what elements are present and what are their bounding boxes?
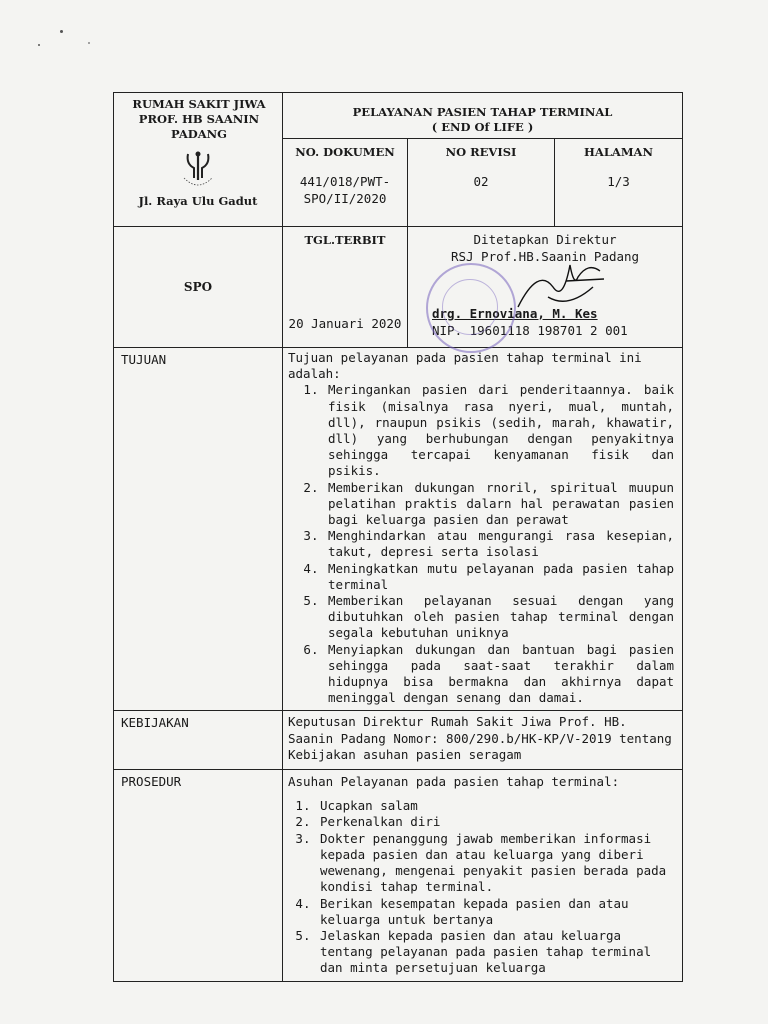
spo-document-table: [113, 92, 683, 982]
list-item: 6. Menyiapkan dukungan dan bantuan bagi pasien sehingga pada saat-saat terakhir dalam hidupnya bisa bermakna dan akhirnya dapat meninggal dengan senang dan damai.: [326, 642, 674, 707]
approval-text: Ditetapkan Direktur RSJ Prof.HB.Saanin Padang: [450, 232, 640, 264]
kebijakan-label: KEBIJAKAN: [121, 715, 189, 731]
no-dokumen-label: NO. DOKUMEN: [295, 145, 395, 159]
document-title-cell: [283, 93, 683, 139]
tgl-terbit-cell: [283, 227, 408, 348]
list-item: 1. Ucapkan salam: [318, 798, 674, 814]
hospital-name: RUMAH SAKIT JIWA PROF. HB SAANIN PADANG: [132, 97, 266, 141]
tgl-terbit-value: 20 Januari 2020: [288, 316, 402, 331]
official-stamp: [426, 263, 516, 353]
director-name: drg. Ernoviana, M. Kes: [432, 306, 598, 321]
list-item: 4. Berikan kesempatan kepada pasien dan atau keluarga untuk bertanya: [318, 896, 674, 928]
tujuan-list: [288, 382, 674, 706]
document-title: PELAYANAN PASIEN TAHAP TERMINAL ( END Of LIFE ): [352, 105, 613, 134]
list-item: 4. Meningkatkan mutu pelayanan pada pasien tahap terminal: [326, 561, 674, 593]
hospital-logo: [114, 148, 282, 190]
no-dokumen-value: 441/018/PWT- SPO/II/2020: [299, 174, 391, 206]
kebijakan-text: Keputusan Direktur Rumah Sakit Jiwa Prof. HB. Saanin Padang Nomor: 800/290.b/HK-KP/V-2019 tentang Kebijakan asuhan pasien seragam: [288, 714, 672, 762]
no-revisi-cell: [408, 139, 555, 227]
no-dokumen-cell: [283, 139, 408, 227]
kebijakan-label-cell: [114, 711, 283, 770]
tujuan-content-cell: [283, 348, 683, 711]
list-item: 2. Perkenalkan diri: [318, 814, 674, 830]
list-item: 2. Memberikan dukungan rnoril, spiritual muupun pelatihan praktis dalarn hal perawatan pasien bagi keluarga pasien dan perawat: [326, 480, 674, 529]
halaman-label: HALAMAN: [584, 145, 653, 159]
tujuan-intro: Tujuan pelayanan pada pasien tahap terminal ini adalah:: [288, 350, 642, 382]
list-item: 5. Memberikan pelayanan sesuai dengan yang dibutuhkan oleh pasien tahap terminal dengan segala kebutuhan uniknya: [326, 593, 674, 642]
tujuan-content: [283, 348, 682, 710]
kebijakan-content-cell: [283, 711, 683, 770]
director-nip: NIP. 19601118 198701 2 001: [432, 323, 628, 338]
prosedur-label: PROSEDUR: [121, 774, 182, 790]
list-item: 3. Menghindarkan atau mengurangi rasa kesepian, takut, depresi serta isolasi: [326, 528, 674, 560]
list-item: 3. Dokter penanggung jawab memberikan informasi kepada pasien dan atau keluarga yang diberi wewenang, mengenai penyakit pasien berada pada kondisi tahap terminal.: [318, 831, 674, 896]
tgl-terbit-label: TGL.TERBIT: [304, 233, 386, 247]
no-revisi-value: 02: [473, 174, 489, 189]
spo-label: SPO: [183, 280, 213, 294]
prosedur-list: [288, 798, 674, 976]
list-item: 5. Jelaskan kepada pasien dan atau keluarga tentang pelayanan pada pasien tahap terminal dan minta persetujuan keluarga: [318, 928, 674, 977]
prosedur-label-cell: [114, 770, 283, 981]
list-item: 1. Meringankan pasien dari penderitaannya. baik fisik (misalnya rasa nyeri, mual, muntah, dll), rnaupun psikis (sedih, marah, khawatir, dll) yang berhubungan dengan penyakitnya sehingga tercapai kenyamanan fisik dan psikis.: [326, 382, 674, 479]
no-revisi-label: NO REVISI: [445, 145, 517, 159]
scan-speck: [60, 30, 63, 33]
tujuan-label: TUJUAN: [121, 352, 167, 367]
halaman-cell: [555, 139, 683, 227]
prosedur-content-cell: [283, 770, 683, 981]
spo-label-cell: [114, 227, 283, 348]
prosedur-intro: Asuhan Pelayanan pada pasien tahap terminal:: [288, 774, 620, 790]
scan-speck: [38, 44, 40, 46]
prosedur-content: [283, 770, 682, 980]
halaman-value: 1/3: [607, 174, 630, 189]
tujuan-label-cell: [114, 348, 283, 711]
hospital-identity-cell: [114, 93, 283, 227]
scan-speck: [88, 42, 90, 44]
hospital-address: Jl. Raya Ulu Gadut: [138, 194, 258, 208]
official-stamp-inner-ring: [442, 279, 498, 335]
